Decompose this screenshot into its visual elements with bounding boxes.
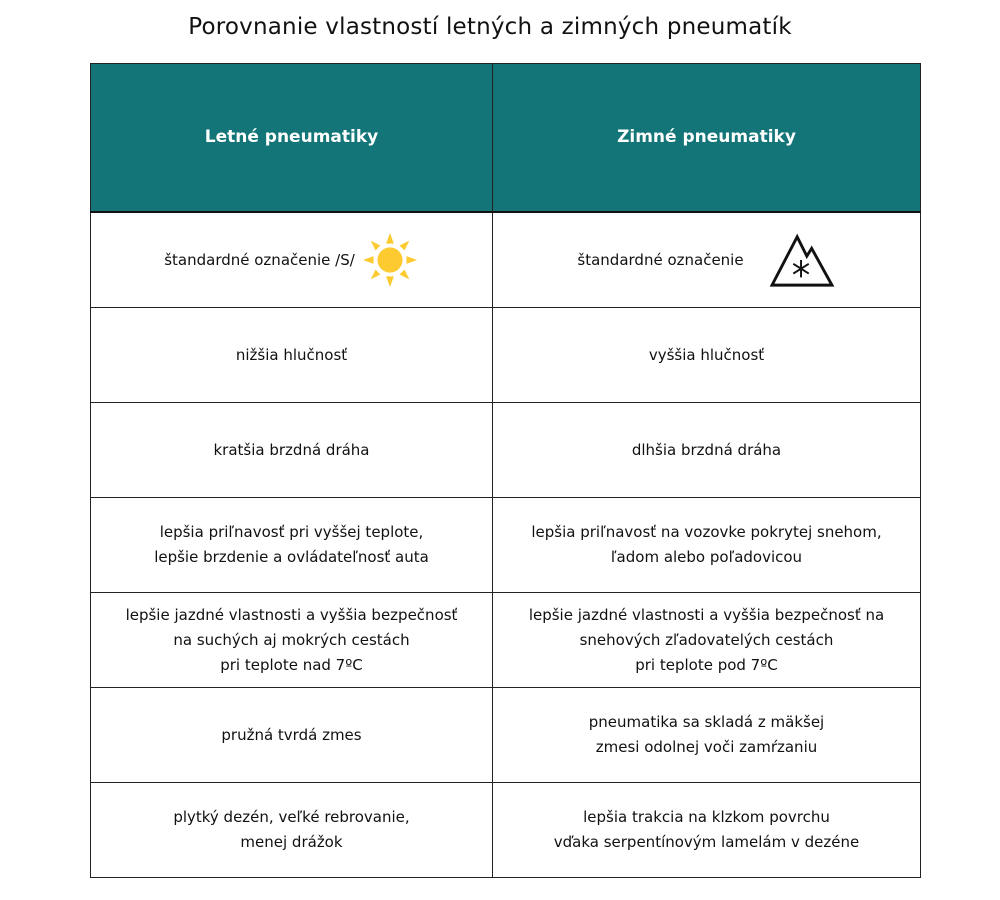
cell-text-line: ľadom alebo poľadovicou <box>610 548 803 566</box>
cell-text-line: pneumatika sa skladá z mäkšej <box>588 713 825 731</box>
cell-text-line: pružná tvrdá zmes <box>221 725 362 744</box>
cell-text-line: pri teplote pod 7ºC <box>635 655 778 674</box>
cell-text-line: lepšia priľnavosť na vozovke pokrytej snehom, <box>531 523 882 541</box>
cell-summer <box>91 498 493 593</box>
cell-text-line: lepšie brzdenie a ovládateľnosť auta <box>154 548 429 566</box>
cell-text-line: zmesi odolnej voči zamŕzaniu <box>595 738 818 756</box>
cell-winter <box>493 403 921 498</box>
header-winter: Zimné pneumatiky <box>493 64 921 213</box>
cell-text-line: snehových zľadovatelých cestách <box>579 630 834 649</box>
cell-winter <box>493 498 921 593</box>
cell-text: štandardné označenie /S/ <box>164 250 355 269</box>
cell-summer <box>91 783 493 878</box>
table-row <box>91 498 921 593</box>
cell-text-line: nižšia hlučnosť <box>235 345 348 364</box>
table-row <box>91 783 921 878</box>
page-title: Porovnanie vlastností letných a zimných pneumatík <box>188 14 792 40</box>
cell-text-line: lepšia priľnavosť pri vyššej teplote, <box>159 523 424 541</box>
cell-winter <box>493 212 921 308</box>
cell-text-line: menej drážok <box>240 833 343 851</box>
cell-text-line: plytký dezén, veľké rebrovanie, <box>173 808 410 826</box>
cell-summer <box>91 688 493 783</box>
cell-winter <box>493 688 921 783</box>
cell-text-line: vyššia hlučnosť <box>648 345 765 364</box>
cell-winter <box>493 593 921 688</box>
table-row <box>91 403 921 498</box>
table-row <box>91 688 921 783</box>
table-row <box>91 308 921 403</box>
cell-text-line: lepšia trakcia na klzkom povrchu <box>583 808 830 826</box>
cell-text-line: vďaka serpentínovým lamelám v dezéne <box>553 833 860 851</box>
cell-summer <box>91 308 493 403</box>
header-row <box>91 64 921 213</box>
table-row <box>91 593 921 688</box>
header-summer: Letné pneumatiky <box>91 64 493 213</box>
cell-summer <box>91 593 493 688</box>
cell-text-line: lepšie jazdné vlastnosti a vyššia bezpečnosť <box>125 605 458 624</box>
cell-text-line: na suchých aj mokrých cestách <box>173 630 410 649</box>
cell-text: štandardné označenie <box>577 250 744 269</box>
mountain-snowflake-icon <box>768 231 836 289</box>
cell-text-line: dlhšia brzdná dráha <box>631 440 782 459</box>
sun-icon <box>361 231 419 289</box>
table-row <box>91 212 921 308</box>
cell-summer <box>91 403 493 498</box>
comparison-table <box>90 63 921 878</box>
cell-winter <box>493 783 921 878</box>
cell-winter <box>493 308 921 403</box>
cell-text-line: lepšie jazdné vlastnosti a vyššia bezpečnosť na <box>528 605 885 624</box>
cell-summer <box>91 212 493 308</box>
cell-text-line: pri teplote nad 7ºC <box>220 655 363 674</box>
cell-text-line: kratšia brzdná dráha <box>213 440 370 459</box>
